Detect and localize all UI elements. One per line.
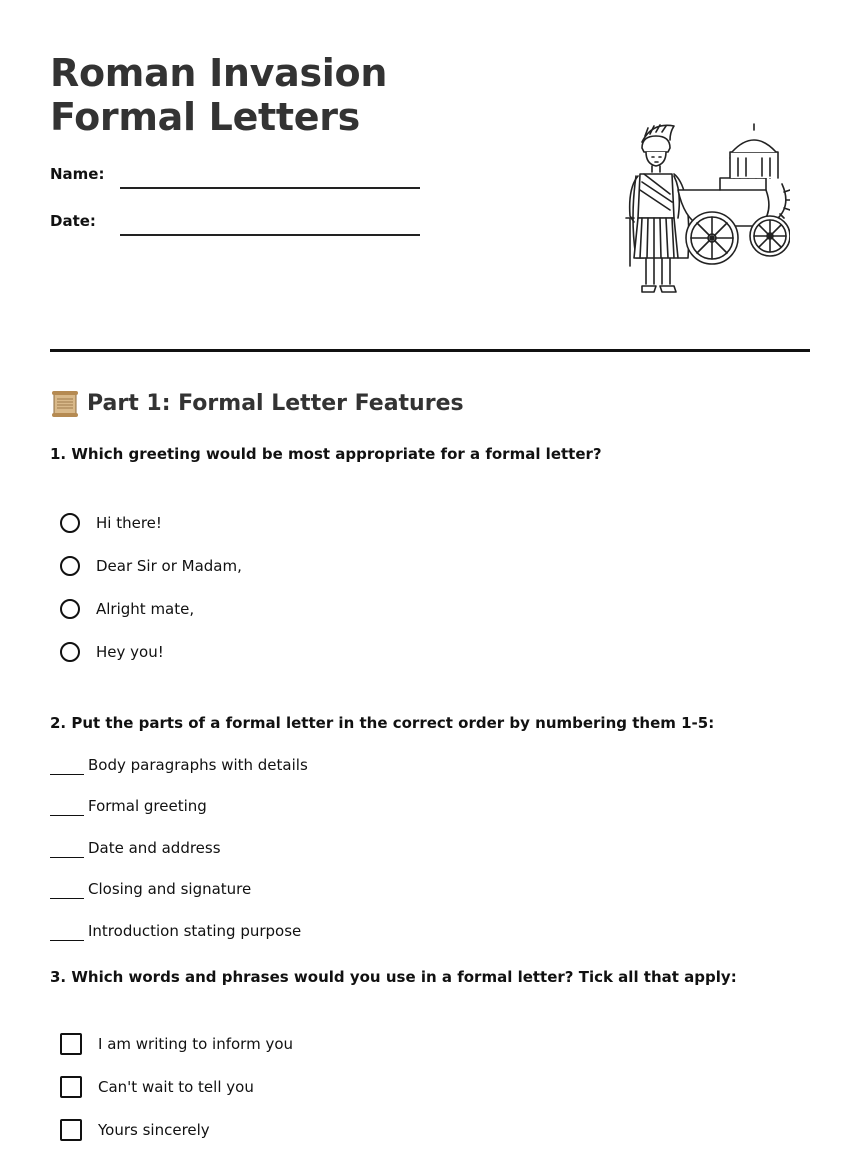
q2-item-label: Date and address — [88, 839, 221, 857]
q1-option-3[interactable] — [60, 597, 194, 621]
q2-order-item-1 — [50, 755, 308, 775]
name-input-line[interactable] — [120, 187, 420, 189]
radio-button[interactable] — [60, 599, 80, 619]
q2-item-label: Body paragraphs with details — [88, 756, 308, 774]
roman-soldier-chariot-illustration — [570, 118, 790, 300]
header-divider — [50, 349, 810, 352]
q3-option-label: Can't wait to tell you — [98, 1078, 254, 1096]
q1-option-label: Alright mate, — [96, 600, 195, 618]
q1-option-label: Hi there! — [96, 514, 162, 532]
q2-item-label: Closing and signature — [88, 880, 252, 898]
q2-order-item-2 — [50, 796, 207, 816]
order-number-blank[interactable] — [50, 759, 84, 775]
radio-button[interactable] — [60, 556, 80, 576]
order-number-blank[interactable] — [50, 800, 84, 816]
order-number-blank[interactable] — [50, 925, 84, 941]
worksheet-page — [50, 0, 810, 1161]
q1-option-1[interactable] — [60, 511, 162, 535]
q2-item-label: Formal greeting — [88, 797, 207, 815]
q1-option-2[interactable] — [60, 554, 242, 578]
checkbox[interactable] — [60, 1033, 82, 1055]
scroll-icon — [50, 389, 80, 419]
q3-option-label: I am writing to inform you — [98, 1035, 294, 1053]
radio-button[interactable] — [60, 513, 80, 533]
question-2: 2. Put the parts of a formal letter in the correct order by numbering them 1-5: — [50, 714, 715, 732]
part1-section-title-text: Part 1: Formal Letter Features — [87, 391, 464, 416]
question-1: 1. Which greeting would be most appropriate for a formal letter? — [50, 445, 602, 463]
worksheet-header — [50, 0, 810, 352]
q1-option-4[interactable] — [60, 640, 164, 664]
q1-option-label: Hey you! — [96, 643, 164, 661]
q3-option-1[interactable] — [60, 1032, 293, 1056]
name-label: Name: — [50, 165, 105, 183]
date-field — [50, 210, 430, 236]
worksheet-title: Roman Invasion Formal Letters — [50, 51, 388, 139]
part1-section-title — [50, 388, 464, 420]
checkbox[interactable] — [60, 1119, 82, 1141]
checkbox[interactable] — [60, 1076, 82, 1098]
name-field — [50, 163, 430, 189]
q3-option-2[interactable] — [60, 1075, 254, 1099]
order-number-blank[interactable] — [50, 842, 84, 858]
q2-order-item-5 — [50, 921, 301, 941]
q2-order-item-3 — [50, 838, 221, 858]
date-label: Date: — [50, 212, 96, 230]
radio-button[interactable] — [60, 642, 80, 662]
q3-option-label: Yours sincerely — [98, 1121, 210, 1139]
date-input-line[interactable] — [120, 234, 420, 236]
q1-option-label: Dear Sir or Madam, — [96, 557, 242, 575]
q3-option-3[interactable] — [60, 1118, 210, 1142]
question-3: 3. Which words and phrases would you use in a formal letter? Tick all that apply: — [50, 968, 737, 986]
q2-order-item-4 — [50, 879, 251, 899]
q2-item-label: Introduction stating purpose — [88, 922, 302, 940]
order-number-blank[interactable] — [50, 883, 84, 899]
